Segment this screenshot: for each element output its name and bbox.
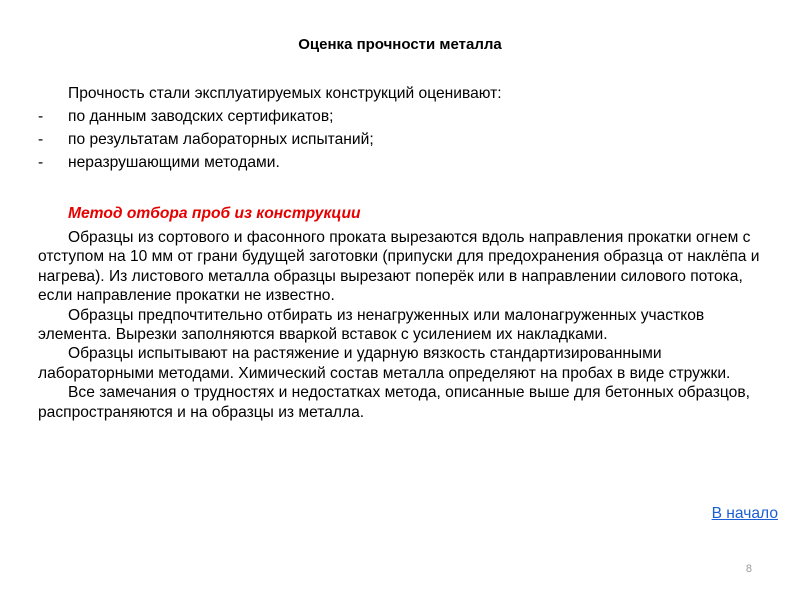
bullet-item <box>38 128 778 151</box>
bullet-item <box>38 151 778 174</box>
back-to-start-link[interactable]: В начало <box>711 505 778 522</box>
bullet-dash: - <box>38 131 44 148</box>
paragraph: Образцы из сортового и фасонного проката вырезаются вдоль направления прокатки огнем с отступом на 10 мм от грани будущей заготовки (припуски для предохранения образца от наклёпа и нагрева). Из листового металла образцы вырезают поперёк или в направлении силового потока, если направление прокатки не известно. <box>38 229 760 305</box>
bullet-dash: - <box>38 108 44 125</box>
bullet-text: неразрушающими методами. <box>68 154 280 171</box>
bullet-text: по данным заводских сертификатов; <box>68 108 334 125</box>
intro-block <box>38 82 778 174</box>
paragraph: Образцы испытывают на растяжение и ударную вязкость стандартизированными лабораторными методами. Химический состав металла определяют на пробах в виде стружки. <box>38 345 731 382</box>
page-number: 8 <box>745 563 752 575</box>
section-heading: Метод отбора проб из конструкции <box>68 205 361 222</box>
bullet-item <box>38 105 778 128</box>
slide-title: Оценка прочности металла <box>298 36 502 53</box>
bullet-dash: - <box>38 154 44 171</box>
paragraph: Образцы предпочтительно отбирать из ненагруженных или малонагруженных участков элемента. Вырезки заполняются вваркой вставок с усилением их накладками. <box>38 306 705 344</box>
paragraph: Все замечания о трудностях и недостатках метода, описанные выше для бетонных образцов, распространяются и на образцы из металла. <box>38 384 750 421</box>
method-section <box>38 204 760 422</box>
intro-text: Прочность стали эксплуатируемых конструкций оценивают: <box>68 85 502 102</box>
bullet-text: по результатам лабораторных испытаний; <box>68 131 374 148</box>
